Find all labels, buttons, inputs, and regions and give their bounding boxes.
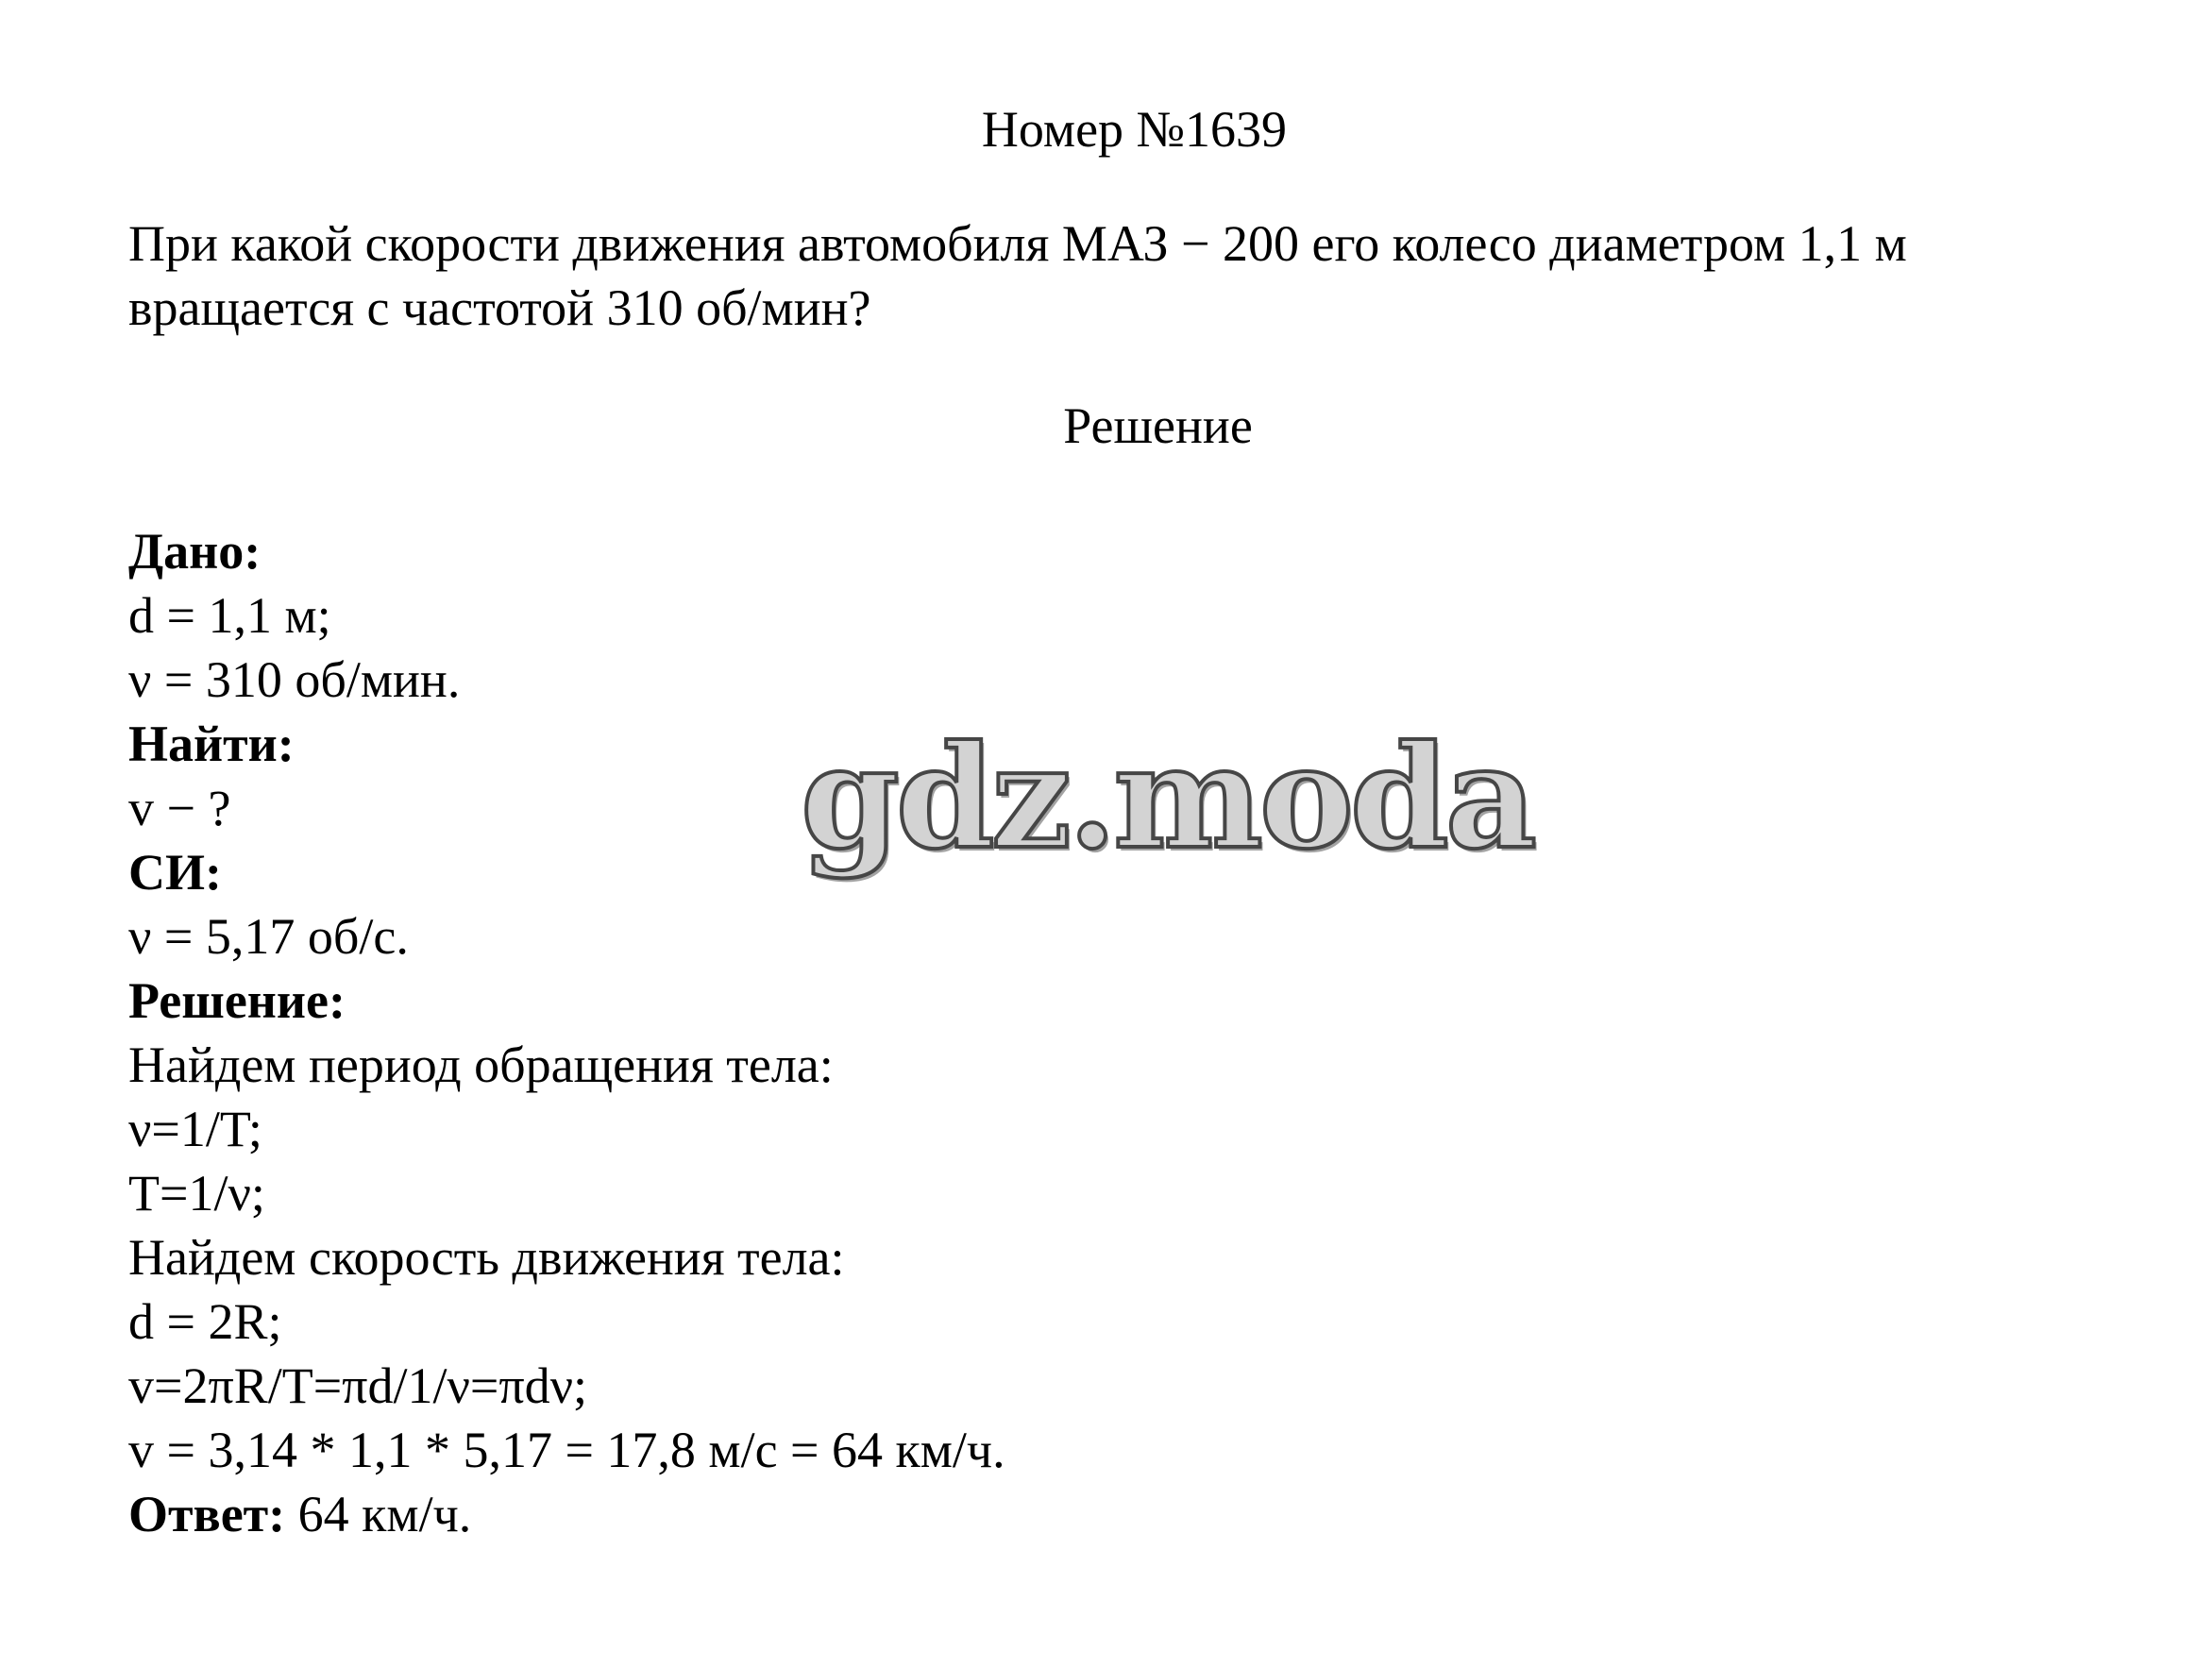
answer-value: 64 км/ч. (285, 1486, 472, 1542)
given-label: Дано: (128, 523, 262, 580)
problem-line-2: вращается с частотой 310 об/мин? (128, 279, 871, 336)
solution-label: Решение: (128, 972, 346, 1029)
problem-line-1: При какой скорости движения автомобиля МАЗ − 200 его колесо диаметром 1,1 м (128, 215, 1907, 272)
solution-block (128, 519, 1922, 1546)
find-speed: v − ? (128, 780, 231, 836)
solution-step-3: T=1/ν; (128, 1165, 265, 1222)
solution-step-6: v=2πR/T=πd/1/ν=πdν; (128, 1357, 587, 1414)
given-diameter: d = 1,1 м; (128, 587, 331, 644)
si-label: СИ: (128, 844, 222, 901)
watermark-logo: gdz.moda (801, 715, 1534, 881)
answer-line (128, 1482, 1922, 1546)
section-title: Решение (1063, 397, 1253, 454)
problem-number-title: Номер №1639 (981, 101, 1288, 158)
si-frequency: ν = 5,17 об/с. (128, 908, 409, 965)
solution-step-7: v = 3,14 * 1,1 * 5,17 = 17,8 м/с = 64 км/ч. (128, 1422, 1005, 1478)
solution-step-4: Найдем скорость движения тела: (128, 1229, 845, 1286)
find-label: Найти: (128, 716, 295, 772)
solution-step-2: ν=1/T; (128, 1101, 262, 1157)
solution-step-5: d = 2R; (128, 1293, 282, 1350)
problem-statement (128, 211, 2130, 340)
answer-label: Ответ: (128, 1486, 286, 1542)
given-frequency: ν = 310 об/мин. (128, 651, 461, 708)
solution-step-1: Найдем период обращения тела: (128, 1036, 834, 1093)
